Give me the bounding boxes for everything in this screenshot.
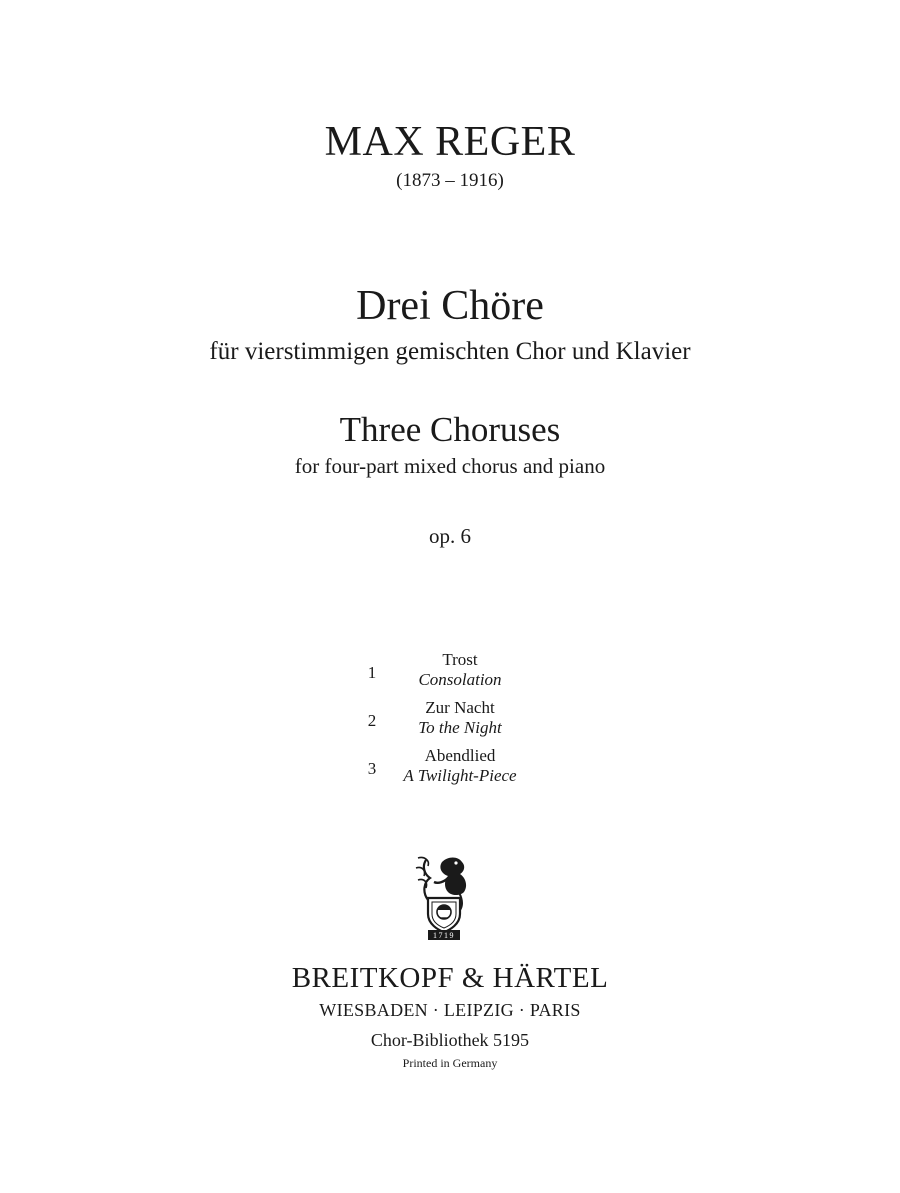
piece-number: 3 (367, 759, 377, 778)
publisher-cities: WIESBADEN · LEIPZIG · PARIS (319, 1000, 581, 1020)
publisher-bear-emblem-icon (404, 852, 484, 942)
composer-name: MAX REGER (324, 119, 576, 165)
series-number: Chor-Bibliothek 5195 (370, 1030, 530, 1050)
piece-number: 2 (367, 711, 377, 730)
printed-in-notice: Printed in Germany (402, 1056, 498, 1070)
piece-titles (400, 650, 520, 690)
piece-number: 1 (367, 663, 377, 682)
piece-title: Trost (442, 650, 478, 669)
subtitle-english: for four-part mixed chorus and piano (294, 454, 606, 478)
piece-title: Abendlied (424, 746, 496, 765)
piece-titles (400, 698, 520, 738)
piece-titles (400, 746, 520, 786)
logo-year: 1719 (433, 931, 455, 940)
title-german: Drei Chöre (356, 283, 544, 329)
publisher-name: BREITKOPF & HÄRTEL (291, 962, 609, 994)
piece-translation: A Twilight-Piece (403, 766, 517, 785)
piece-title: Zur Nacht (425, 698, 495, 717)
composer-dates: (1873 – 1916) (396, 170, 504, 191)
piece-translation: To the Night (418, 718, 502, 737)
piece-translation: Consolation (418, 670, 502, 689)
subtitle-german: für vierstimmigen gemischten Chor und Klavier (209, 338, 691, 365)
title-english: Three Choruses (339, 410, 561, 449)
opus-number: op. 6 (429, 524, 471, 548)
